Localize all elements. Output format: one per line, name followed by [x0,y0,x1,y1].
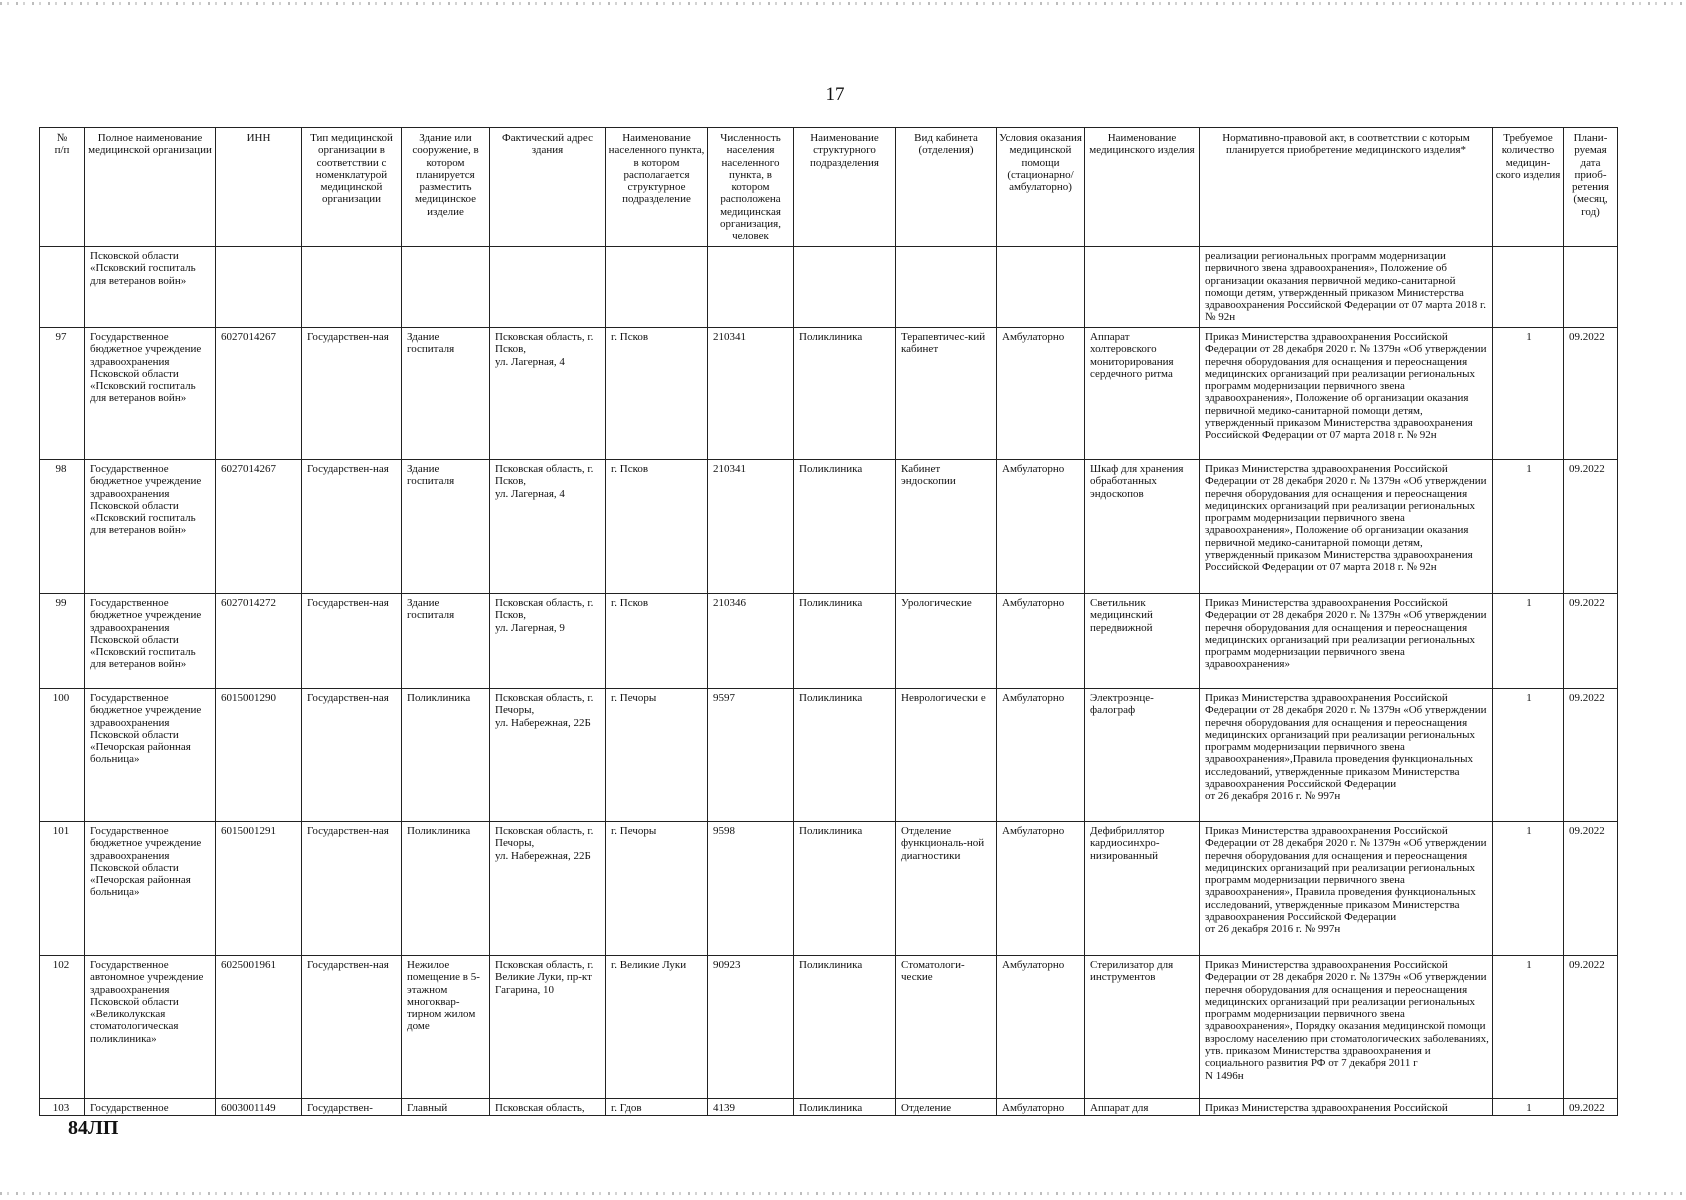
cell-unit: Поликлиника [794,822,896,956]
cell-date [1564,247,1618,328]
cell-inn: 6027014267 [216,460,302,594]
cell-locality: г. Псков [606,460,708,594]
cell-conditions: Амбулаторно [997,956,1085,1099]
cell-population: 90923 [708,956,794,1099]
cell-building: Поликлиника [402,689,490,822]
header-locality: Наименование населенного пункта, в котором располагается структурное подразделение [606,128,708,247]
cell-address: Псковская область, г. Печоры, ул. Набережная, 22Б [490,822,606,956]
cell-qty: 1 [1493,594,1564,689]
cell-building: Здание госпиталя [402,594,490,689]
cell-org: Государственное бюджетное учреждение здравоохранения Псковской области «Псковский госпиталь для ветеранов войн» [85,460,216,594]
cell-cabinet: Терапевтичес-кий кабинет [896,328,997,460]
cell-num: 102 [40,956,85,1099]
cell-population: 210346 [708,594,794,689]
cell-population: 210341 [708,460,794,594]
cell-conditions [997,247,1085,328]
cell-date: 09.2022 [1564,956,1618,1099]
cell-org: Псковской области «Псковский госпиталь для ветеранов войн» [85,247,216,328]
header-conditions: Условия оказания медицинской помощи (стационарно/ амбулаторно) [997,128,1085,247]
cell-unit: Поликлиника [794,594,896,689]
cell-qty: 1 [1493,689,1564,822]
equipment-register-table [39,127,1618,1116]
header-address: Фактический адрес здания [490,128,606,247]
cell-type: Государствен-ная [302,689,402,822]
cell-device: Аппарат холтеровского мониторирования сердечного ритма [1085,328,1200,460]
cell-unit: Поликлиника [794,1099,896,1116]
cell-cabinet: Отделение [896,1099,997,1116]
cell-building: Нежилое помещение в 5-этажном многоквар-тирном жилом доме [402,956,490,1099]
cell-locality: г. Псков [606,594,708,689]
cell-num: 97 [40,328,85,460]
cell-num [40,247,85,328]
cell-qty: 1 [1493,328,1564,460]
cell-date: 09.2022 [1564,1099,1618,1116]
cell-unit: Поликлиника [794,328,896,460]
cell-conditions: Амбулаторно [997,328,1085,460]
cell-act: Приказ Министерства здравоохранения Российской Федерации от 28 декабря 2020 г. № 1379н «Об утверждении перечня оборудования для оснащения и переоснащения медицинских организаций при реализации региональных программ модернизации первичного звена здравоохранения»,Правила проведения функциональных исследований, утвержденные приказом Министерства здравоохранения Российской Федерации от 26 декабря 2016 г. № 997н [1200,689,1493,822]
cell-device [1085,247,1200,328]
cell-conditions: Амбулаторно [997,822,1085,956]
cell-cabinet: Неврологически е [896,689,997,822]
table-row [40,822,1618,956]
cell-population: 4139 [708,1099,794,1116]
cell-address [490,247,606,328]
cell-device: Светильник медицинский передвижной [1085,594,1200,689]
cell-locality: г. Печоры [606,689,708,822]
table-row [40,689,1618,822]
scan-edge-bottom [0,1192,1686,1195]
cell-population: 210341 [708,328,794,460]
table-row [40,1099,1618,1116]
cell-address: Псковская область, г. Великие Луки, пр-кт Гагарина, 10 [490,956,606,1099]
cell-building: Здание госпиталя [402,460,490,594]
cell-type: Государствен-ная [302,956,402,1099]
cell-date: 09.2022 [1564,594,1618,689]
cell-address: Псковская область, г. Псков, ул. Лагерная, 4 [490,328,606,460]
cell-conditions: Амбулаторно [997,594,1085,689]
cell-type: Государствен- [302,1099,402,1116]
cell-num: 99 [40,594,85,689]
cell-device: Аппарат для [1085,1099,1200,1116]
cell-building [402,247,490,328]
cell-unit: Поликлиника [794,689,896,822]
cell-unit: Поликлиника [794,956,896,1099]
cell-device: Стерилизатор для инструментов [1085,956,1200,1099]
cell-cabinet: Отделение функциональ-ной диагностики [896,822,997,956]
cell-num: 101 [40,822,85,956]
cell-population [708,247,794,328]
cell-address: Псковская область, г. Псков, ул. Лагерная, 9 [490,594,606,689]
cell-qty: 1 [1493,822,1564,956]
cell-conditions: Амбулаторно [997,689,1085,822]
cell-num: 98 [40,460,85,594]
cell-locality [606,247,708,328]
cell-type: Государствен-ная [302,460,402,594]
header-org-name: Полное наименование медицинской организации [85,128,216,247]
header-date: Плани-руемая дата приоб-ретения (месяц, год) [1564,128,1618,247]
header-org-type: Тип медицинской организации в соответствии с номенклатурой медицинской организации [302,128,402,247]
cell-conditions: Амбулаторно [997,460,1085,594]
table-row [40,594,1618,689]
cell-locality: г. Печоры [606,822,708,956]
cell-date: 09.2022 [1564,689,1618,822]
cell-type: Государствен-ная [302,328,402,460]
cell-act: реализации региональных программ модернизации первичного звена здравоохранения», Положение об организации оказания первичной медико-санитарной помощи детям, утвержденный приказом Министерства здравоохранения Российской Федерации от 07 марта 2018 г. № 92н [1200,247,1493,328]
table-row [40,460,1618,594]
cell-type [302,247,402,328]
cell-act: Приказ Министерства здравоохранения Российской Федерации от 28 декабря 2020 г. № 1379н «Об утверждении перечня оборудования для оснащения и переоснащения медицинских организаций при реализации региональных программ модернизации первичного звена здравоохранения», Правила проведения функциональных исследований, утвержденные приказом Министерства здравоохранения Российской Федерации от 26 декабря 2016 г. № 997н [1200,822,1493,956]
cell-inn: 6015001290 [216,689,302,822]
cell-unit [794,247,896,328]
footer-document-code: 84ЛП [68,1117,119,1139]
table-row [40,328,1618,460]
cell-building: Главный [402,1099,490,1116]
cell-population: 9598 [708,822,794,956]
cell-act: Приказ Министерства здравоохранения Российской Федерации от 28 декабря 2020 г. № 1379н «Об утверждении перечня оборудования для оснащения и переоснащения медицинских организаций при реализации региональных программ модернизации первичного звена здравоохранения» [1200,594,1493,689]
cell-act: Приказ Министерства здравоохранения Российской Федерации от 28 декабря 2020 г. № 1379н «Об утверждении перечня оборудования для оснащения и переоснащения медицинских организаций при реализации региональных программ модернизации первичного звена здравоохранения», Положение об организации оказания первичной медико-санитарной помощи детям, утвержденный приказом Министерства здравоохранения Российской Федерации от 07 марта 2018 г. № 92н [1200,328,1493,460]
cell-act: Приказ Министерства здравоохранения Российской Федерации от 28 декабря 2020 г. № 1379н «Об утверждении перечня оборудования для оснащения и переоснащения медицинских организаций при реализации региональных программ модернизации первичного звена здравоохранения», Положение об организации оказания первичной медико-санитарной помощи детям, утвержденный приказом Министерства здравоохранения Российской Федерации от 07 марта 2018 г. № 92н [1200,460,1493,594]
cell-locality: г. Псков [606,328,708,460]
header-row [40,128,1618,247]
header-population: Численность населения населенного пункта, в котором расположена медицинская организация, человек [708,128,794,247]
cell-org: Государственное бюджетное учреждение здравоохранения Псковской области «Печорская районная больница» [85,689,216,822]
header-building: Здание или сооружение, в котором планируется разместить медицинское изделие [402,128,490,247]
cell-cabinet: Кабинет эндоскопии [896,460,997,594]
cell-cabinet [896,247,997,328]
cell-num: 100 [40,689,85,822]
page-number: 17 [825,84,845,105]
cell-unit: Поликлиника [794,460,896,594]
cell-address: Псковская область, г. Псков, ул. Лагерная, 4 [490,460,606,594]
cell-qty [1493,247,1564,328]
cell-building: Здание госпиталя [402,328,490,460]
header-legal-act: Нормативно-правовой акт, в соответствии с которым планируется приобретение медицинского изделия* [1200,128,1493,247]
cell-locality: г. Гдов [606,1099,708,1116]
cell-address: Псковская область, [490,1099,606,1116]
cell-org: Государственное автономное учреждение здравоохранения Псковской области «Великолукская стоматологическая поликлиника» [85,956,216,1099]
cell-inn [216,247,302,328]
cell-address: Псковская область, г. Печоры, ул. Набережная, 22Б [490,689,606,822]
cell-date: 09.2022 [1564,328,1618,460]
header-inn: ИНН [216,128,302,247]
header-unit: Наименование структурного подразделения [794,128,896,247]
cell-inn: 6025001961 [216,956,302,1099]
cell-inn: 6027014272 [216,594,302,689]
cell-device: Электроэнце-фалограф [1085,689,1200,822]
header-cabinet: Вид кабинета (отделения) [896,128,997,247]
cell-date: 09.2022 [1564,460,1618,594]
header-device: Наименование медицинского изделия [1085,128,1200,247]
cell-qty: 1 [1493,1099,1564,1116]
header-num: № п/п [40,128,85,247]
cell-org: Государственное [85,1099,216,1116]
cell-date: 09.2022 [1564,822,1618,956]
cell-org: Государственное бюджетное учреждение здравоохранения Псковской области «Псковский госпиталь для ветеранов войн» [85,594,216,689]
cell-cabinet: Урологические [896,594,997,689]
cell-device: Дефибриллятор кардиосинхро-низированный [1085,822,1200,956]
cell-type: Государствен-ная [302,822,402,956]
cell-locality: г. Великие Луки [606,956,708,1099]
cell-building: Поликлиника [402,822,490,956]
cell-org: Государственное бюджетное учреждение здравоохранения Псковской области «Печорская районная больница» [85,822,216,956]
continuation-row [40,247,1618,328]
cell-qty: 1 [1493,460,1564,594]
cell-act: Приказ Министерства здравоохранения Российской [1200,1099,1493,1116]
cell-cabinet: Стоматологи-ческие [896,956,997,1099]
header-quantity: Требуемое количество медицин-ского изделия [1493,128,1564,247]
cell-population: 9597 [708,689,794,822]
cell-org: Государственное бюджетное учреждение здравоохранения Псковской области «Псковский госпиталь для ветеранов войн» [85,328,216,460]
scan-edge-top [0,2,1686,5]
cell-num: 103 [40,1099,85,1116]
cell-act: Приказ Министерства здравоохранения Российской Федерации от 28 декабря 2020 г. № 1379н «Об утверждении перечня оборудования для оснащения и переоснащения медицинских организаций при реализации региональных программ модернизации первичного звена здравоохранения», Порядку оказания медицинской помощи взрослому населению при стоматологических заболеваниях, утв. приказом Министерства здравоохранения и социального развития РФ от 7 декабря 2011 г N 1496н [1200,956,1493,1099]
cell-device: Шкаф для хранения обработанных эндоскопов [1085,460,1200,594]
cell-inn: 6015001291 [216,822,302,956]
cell-inn: 6027014267 [216,328,302,460]
cell-inn: 6003001149 [216,1099,302,1116]
table-row [40,956,1618,1099]
cell-qty: 1 [1493,956,1564,1099]
cell-type: Государствен-ная [302,594,402,689]
cell-conditions: Амбулаторно [997,1099,1085,1116]
